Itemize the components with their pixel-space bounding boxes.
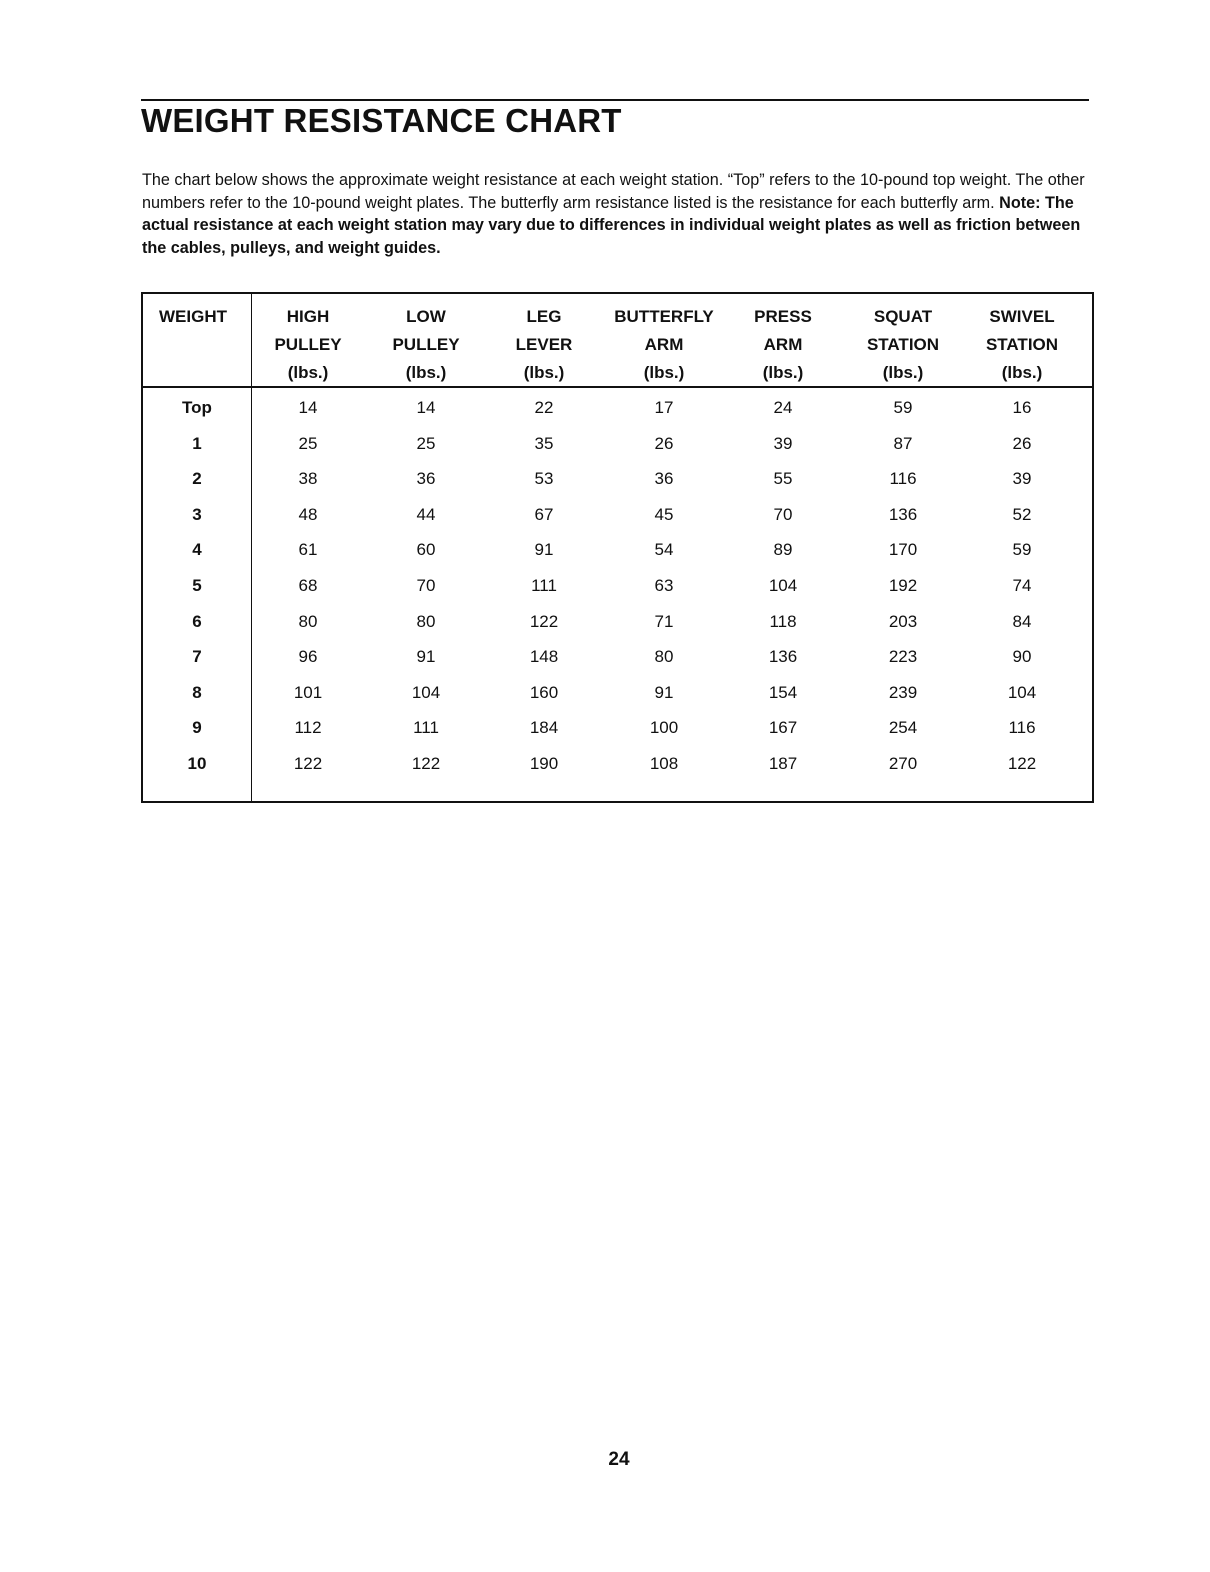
table-cell: 122 bbox=[293, 754, 323, 773]
table-cell: 61 bbox=[298, 540, 318, 560]
column-header-line2: PULLEY bbox=[274, 335, 342, 354]
weight-column-divider bbox=[251, 292, 252, 803]
table-cell: 192 bbox=[888, 576, 918, 595]
column-header-line2: ARM bbox=[644, 335, 684, 354]
table-cell: 48 bbox=[298, 504, 318, 524]
row-label: 7 bbox=[192, 647, 202, 667]
table-cell: 160 bbox=[529, 682, 559, 702]
row-label: 8 bbox=[192, 682, 202, 702]
column-header bbox=[843, 303, 963, 387]
table-cell: 55 bbox=[773, 469, 793, 489]
column-header bbox=[489, 303, 599, 387]
table-cell: 136 bbox=[768, 647, 798, 667]
table-cell: 100 bbox=[649, 718, 679, 738]
table-cell: 39 bbox=[773, 433, 793, 453]
column-header-line1: HIGH bbox=[286, 307, 330, 326]
table-cell: 154 bbox=[768, 682, 798, 702]
table-cell: 187 bbox=[768, 754, 798, 773]
column-header-line3: (lbs.) bbox=[1001, 363, 1043, 382]
table-cell: 54 bbox=[654, 540, 674, 560]
table-cell: 53 bbox=[534, 469, 554, 489]
column-header-line3: (lbs.) bbox=[523, 363, 565, 382]
table-cell: 91 bbox=[416, 647, 436, 667]
table-cell: 67 bbox=[534, 504, 554, 524]
table-cell: 80 bbox=[298, 611, 318, 631]
table-cell: 71 bbox=[654, 611, 674, 631]
table-cell: 14 bbox=[416, 398, 436, 417]
column-header-line3: (lbs.) bbox=[643, 363, 685, 382]
column-header bbox=[253, 303, 363, 387]
table-cell: 148 bbox=[529, 647, 559, 667]
column-header-line2: PULLEY bbox=[392, 335, 460, 354]
table-cell: 38 bbox=[298, 469, 318, 489]
table-cell: 59 bbox=[1012, 540, 1032, 560]
row-label: 6 bbox=[192, 611, 202, 631]
table-cell: 22 bbox=[534, 398, 554, 417]
table-cell: 36 bbox=[416, 469, 436, 489]
table-cell: 59 bbox=[893, 398, 913, 417]
table-cell: 68 bbox=[298, 576, 318, 595]
table-cell: 16 bbox=[1012, 398, 1032, 417]
table-cell: 239 bbox=[888, 682, 918, 702]
table-cell: 44 bbox=[416, 504, 436, 524]
table-cell: 91 bbox=[534, 540, 554, 560]
table-cell: 104 bbox=[768, 576, 798, 595]
table-cell: 116 bbox=[889, 469, 917, 489]
column-header bbox=[599, 303, 729, 387]
table-cell: 89 bbox=[773, 540, 793, 560]
table-cell: 270 bbox=[888, 754, 918, 773]
column-header-line3: (lbs.) bbox=[762, 363, 804, 382]
row-label: 4 bbox=[192, 540, 202, 560]
table-cell: 170 bbox=[888, 540, 918, 560]
row-label: 2 bbox=[192, 469, 202, 489]
table-cell: 26 bbox=[1012, 433, 1032, 453]
column-header bbox=[728, 303, 838, 387]
column-header-line2: STATION bbox=[866, 335, 940, 354]
table-cell: 74 bbox=[1012, 576, 1032, 595]
table-cell: 63 bbox=[654, 576, 674, 595]
row-label: 9 bbox=[192, 718, 202, 738]
table-cell: 101 bbox=[293, 682, 323, 702]
table-cell: 104 bbox=[1007, 682, 1037, 702]
page-title: WEIGHT RESISTANCE CHART bbox=[141, 102, 622, 139]
column-header-line3: (lbs.) bbox=[405, 363, 447, 382]
intro-paragraph bbox=[142, 169, 1087, 259]
table-cell: 91 bbox=[654, 682, 674, 702]
column-header-line1: SWIVEL bbox=[989, 307, 1055, 326]
page-number: 24 bbox=[608, 1449, 630, 1470]
table-cell: 111 bbox=[413, 718, 439, 738]
intro-text: The chart below shows the approximate weight resistance at each weight station. “Top” refers to the 10-pound top weight. The other numbers refer to the 10-pound weight plates. The butterfly arm resistance listed is the resistance for each butterfly arm. bbox=[142, 171, 1085, 212]
table-cell: 223 bbox=[888, 647, 918, 667]
table-cell: 36 bbox=[654, 469, 674, 489]
column-header-line3: (lbs.) bbox=[287, 363, 329, 382]
column-header-line1: LEG bbox=[526, 307, 562, 326]
table-cell: 70 bbox=[773, 504, 793, 524]
table-cell: 96 bbox=[298, 647, 318, 667]
column-header-line3: (lbs.) bbox=[882, 363, 924, 382]
weight-column-header: WEIGHT bbox=[159, 307, 227, 326]
table-cell: 122 bbox=[1007, 754, 1037, 773]
row-label: 10 bbox=[187, 754, 207, 773]
table-cell: 25 bbox=[298, 433, 318, 453]
table-cell: 122 bbox=[529, 611, 559, 631]
column-header bbox=[371, 303, 481, 387]
table-cell: 80 bbox=[654, 647, 674, 667]
column-header-line2: LEVER bbox=[515, 335, 573, 354]
table-cell: 254 bbox=[888, 718, 918, 738]
table-cell: 60 bbox=[416, 540, 436, 560]
table-cell: 45 bbox=[654, 504, 674, 524]
intro-note: Note: The actual resistance at each weight station may vary due to differences in individual weight plates as well as friction between the cables, pulleys, and weight guides. bbox=[142, 193, 1081, 257]
table-cell: 26 bbox=[654, 433, 674, 453]
column-header-line1: SQUAT bbox=[873, 307, 933, 326]
table-cell: 116 bbox=[1008, 718, 1036, 738]
column-header-line2: ARM bbox=[763, 335, 803, 354]
table-cell: 80 bbox=[416, 611, 436, 631]
row-label: 1 bbox=[192, 433, 202, 453]
table-cell: 87 bbox=[893, 433, 913, 453]
column-header bbox=[962, 303, 1082, 387]
weight-resistance-table bbox=[141, 292, 1094, 803]
column-header-line1: BUTTERFLY bbox=[614, 307, 714, 326]
column-header-line1: PRESS bbox=[754, 307, 812, 326]
table-cell: 39 bbox=[1012, 469, 1032, 489]
column-header-line1: LOW bbox=[406, 307, 446, 326]
table-cell: 17 bbox=[654, 398, 674, 417]
row-label: Top bbox=[182, 398, 212, 417]
row-label: 5 bbox=[192, 576, 202, 595]
table-cell: 112 bbox=[294, 718, 322, 738]
table-cell: 52 bbox=[1012, 504, 1032, 524]
table-cell: 25 bbox=[416, 433, 436, 453]
table-cell: 118 bbox=[769, 611, 797, 631]
table-cell: 104 bbox=[411, 682, 441, 702]
table-cell: 122 bbox=[411, 754, 441, 773]
table-cell: 111 bbox=[531, 576, 557, 595]
table-cell: 203 bbox=[888, 611, 918, 631]
row-label: 3 bbox=[192, 504, 202, 524]
table-cell: 190 bbox=[529, 754, 559, 773]
table-cell: 167 bbox=[768, 718, 798, 738]
table-cell: 35 bbox=[534, 433, 554, 453]
table-cell: 14 bbox=[298, 398, 318, 417]
table-cell: 90 bbox=[1012, 647, 1032, 667]
table-cell: 108 bbox=[649, 754, 679, 773]
column-header-line2: STATION bbox=[985, 335, 1059, 354]
table-cell: 70 bbox=[416, 576, 436, 595]
table-cell: 184 bbox=[529, 718, 559, 738]
table-cell: 136 bbox=[888, 504, 918, 524]
table-cell: 24 bbox=[773, 398, 793, 417]
table-cell: 84 bbox=[1012, 611, 1032, 631]
